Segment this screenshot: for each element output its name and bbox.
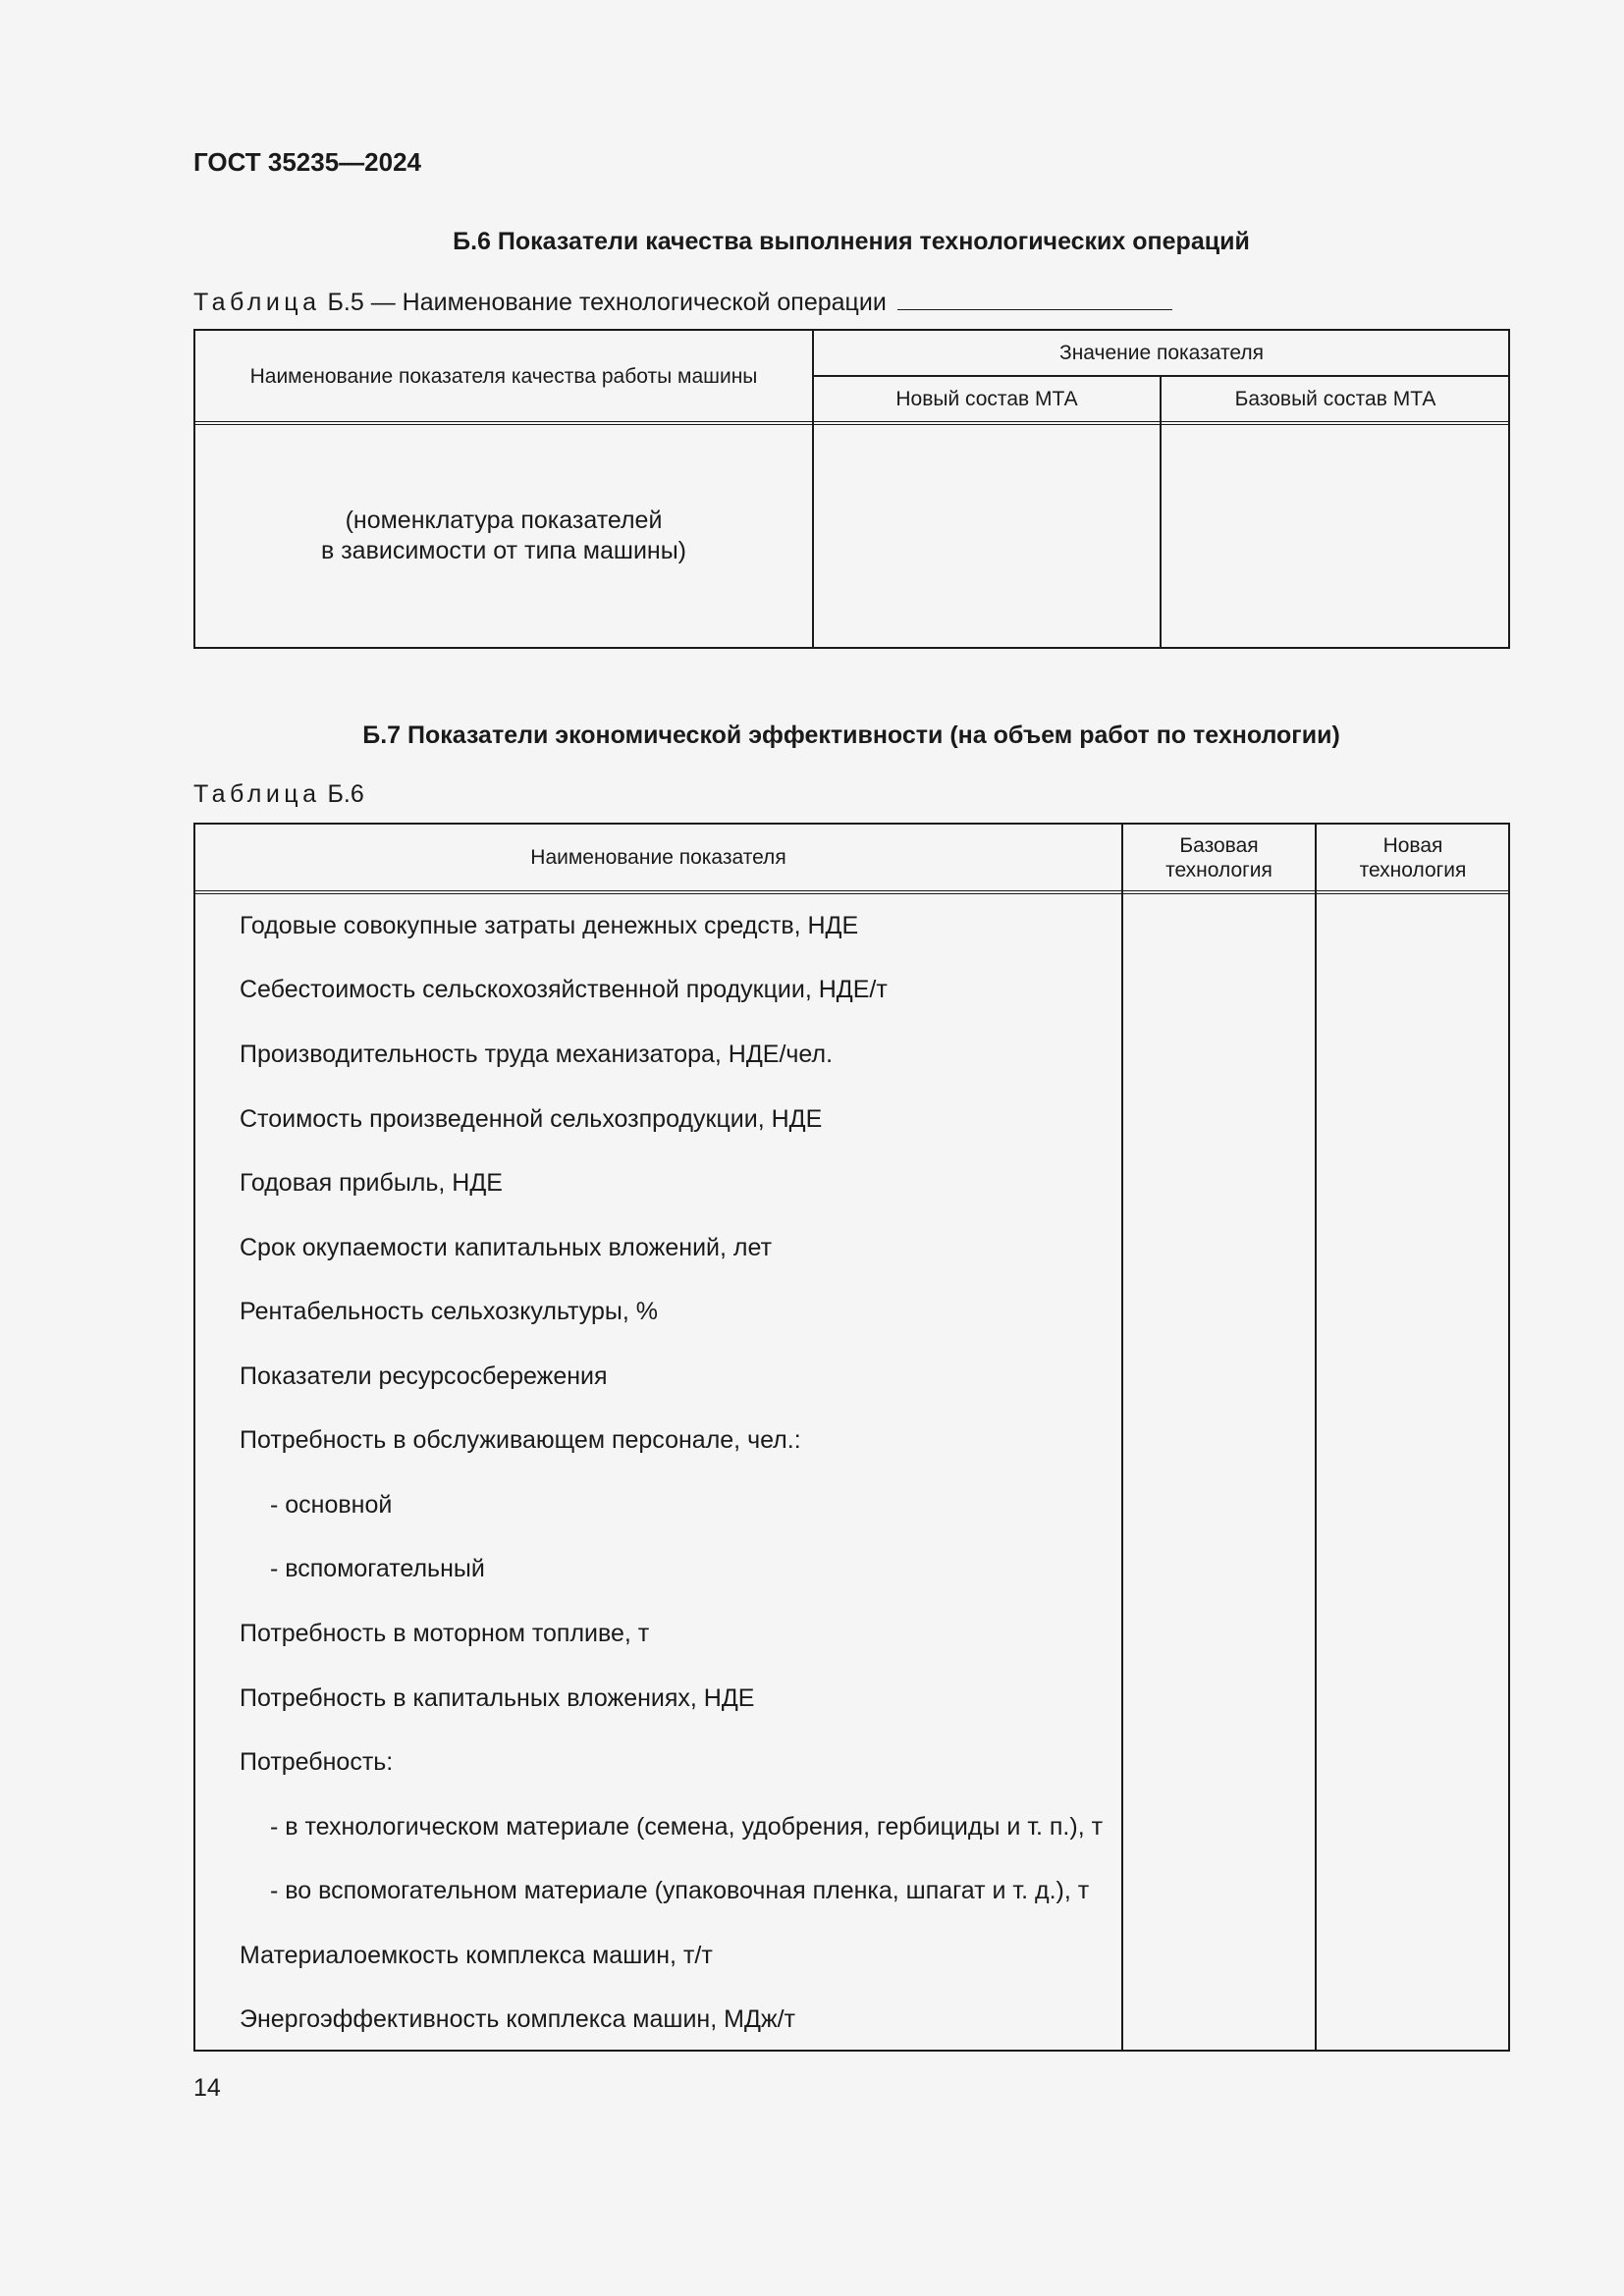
table-b5-title: — Наименование технологической операции — [370, 289, 887, 316]
table-row-label: - в технологическом материале (семена, удобрения, гербициды и т. п.), т — [270, 1813, 1104, 1841]
table-b6-header-new-line-1: Новая — [1382, 833, 1443, 857]
table-row-label: - во вспомогательном материале (упаковочная пленка, шпагат и т. д.), т — [270, 1877, 1090, 1904]
table-row-label: Потребность: — [240, 1748, 394, 1776]
table-b5-body-note — [195, 425, 812, 647]
section-b7-title: Б.7 Показатели экономической эффективности (на объем работ по технологии) — [362, 721, 1340, 749]
table-b5-header-new: Новый состав МТА — [895, 388, 1078, 410]
table-row-label: Потребность в обслуживающем персонале, чел.: — [240, 1426, 801, 1454]
table-row-label: Рентабельность сельхозкультуры, % — [240, 1298, 658, 1325]
table-b5-header-value: Значение показателя — [1059, 342, 1264, 364]
blank-fill-line — [897, 288, 1172, 310]
section-b6-title: Б.6 Показатели качества выполнения технологических операций — [453, 228, 1250, 255]
table-row-label: Потребность в капитальных вложениях, НДЕ — [240, 1684, 755, 1712]
table-row-label: Потребность в моторном топливе, т — [240, 1620, 650, 1647]
table-row-label: - вспомогательный — [270, 1555, 485, 1582]
table-b5-label: Таблица — [193, 289, 321, 316]
table-b6-header-new-line-2: технология — [1359, 858, 1467, 881]
table-b6-header-base-line-2: технология — [1165, 858, 1272, 881]
table-b6-header-base-line-1: Базовая — [1179, 833, 1259, 857]
table-b5-caption — [193, 288, 1172, 317]
table-b6-divider-1 — [1121, 823, 1123, 2052]
table-b5-body-line-2: в зависимости от типа машины) — [320, 537, 687, 564]
page-number: 14 — [193, 2074, 221, 2102]
table-b6-header-separator — [194, 890, 1509, 894]
table-b6-header-new — [1317, 825, 1509, 890]
table-b6-header-base — [1123, 825, 1315, 890]
table-b6-number: Б.6 — [327, 780, 364, 808]
table-row-label: Стоимость произведенной сельхозпродукции, НДЕ — [240, 1105, 823, 1133]
table-b6-divider-2 — [1315, 823, 1317, 2052]
table-b5-header-base: Базовый состав МТА — [1234, 388, 1436, 410]
table-row-label: Энергоэффективность комплекса машин, МДж/т — [240, 2005, 795, 2033]
table-b5-body-line-1: (номенклатура показателей — [345, 507, 663, 534]
table-row-label: - основной — [270, 1491, 393, 1519]
table-b6-caption — [193, 780, 364, 809]
table-row-label: Годовые совокупные затраты денежных средств, НДЕ — [240, 912, 859, 939]
table-row-label: Производительность труда механизатора, НДЕ/чел. — [240, 1041, 834, 1068]
table-b5-number: Б.5 — [327, 289, 364, 316]
document-header: ГОСТ 35235—2024 — [193, 147, 421, 177]
table-row-label: Себестоимость сельскохозяйственной продукции, НДЕ/т — [240, 976, 888, 1003]
table-row-label: Материалоемкость комплекса машин, т/т — [240, 1942, 713, 1969]
table-b5-header-name: Наименование показателя качества работы машины — [249, 364, 758, 388]
table-b6-header-name: Наименование показателя — [530, 846, 786, 869]
table-row-label: Годовая прибыль, НДЕ — [240, 1169, 503, 1197]
table-b6-label: Таблица — [193, 780, 321, 808]
table-row-label: Срок окупаемости капитальных вложений, лет — [240, 1234, 773, 1261]
table-row-label: Показатели ресурсосбережения — [240, 1362, 608, 1390]
